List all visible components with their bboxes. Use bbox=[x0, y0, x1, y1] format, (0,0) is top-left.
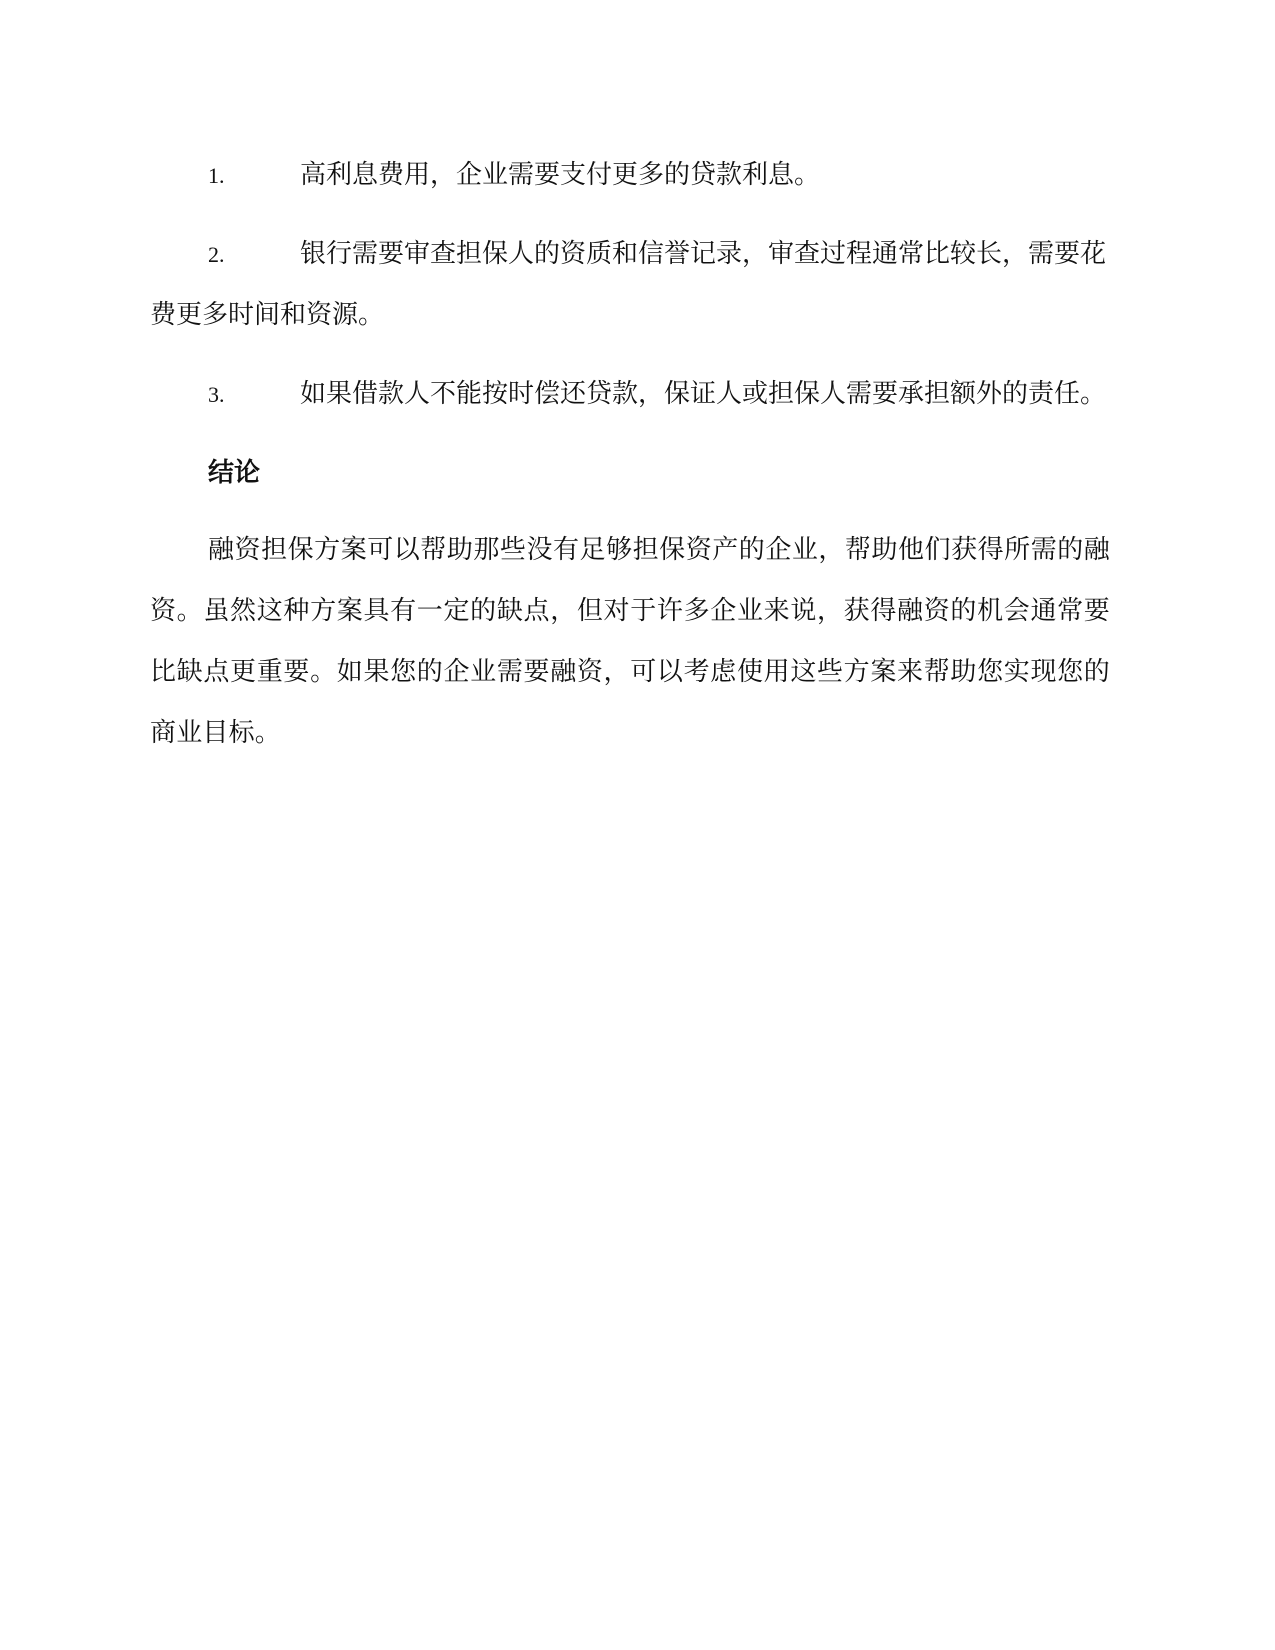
list-item bbox=[150, 145, 1110, 206]
list-item bbox=[150, 224, 1110, 346]
list-item-text: 银行需要审查担保人的资质和信誉记录，审查过程通常比较长，需要花费更多时间和资源。 bbox=[150, 239, 1107, 330]
list-item-number: 1. bbox=[208, 163, 225, 188]
list-item bbox=[150, 364, 1110, 425]
list-item-number: 3. bbox=[208, 382, 225, 407]
conclusion-paragraph: 融资担保方案可以帮助那些没有足够担保资产的企业，帮助他们获得所需的融资。虽然这种方案具有一定的缺点，但对于许多企业来说，获得融资的机会通常要比缺点更重要。如果您的企业需要融资，可以考虑使用这些方案来帮助您实现您的商业目标。 bbox=[150, 535, 1110, 748]
conclusion-heading: 结论 bbox=[208, 458, 261, 488]
list-item-text: 高利息费用，企业需要支付更多的贷款利息。 bbox=[300, 160, 821, 190]
list-item-text: 如果借款人不能按时偿还贷款，保证人或担保人需要承担额外的责任。 bbox=[300, 379, 1107, 409]
document-content bbox=[150, 145, 1110, 764]
list-item-number: 2. bbox=[208, 242, 225, 267]
